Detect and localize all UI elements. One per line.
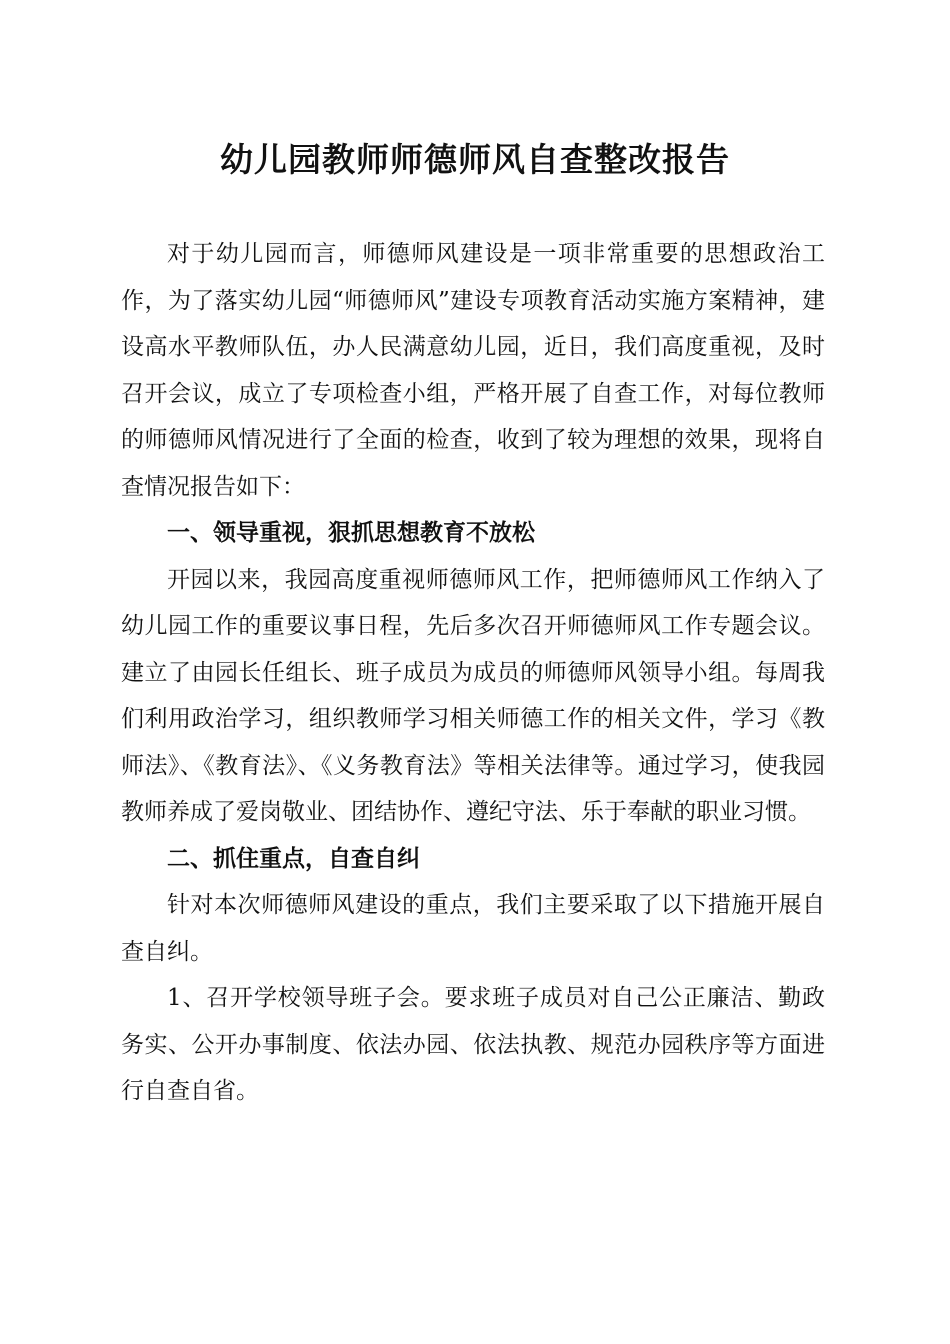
section-2-paragraph: 针对本次师德师风建设的重点，我们主要采取了以下措施开展自查自纠。	[121, 892, 825, 965]
section-1-paragraph: 开园以来，我园高度重视师德师风工作，把师德师风工作纳入了幼儿园工作的重要议事日程，先后多次召开师德师风工作专题会议。建立了由园长任组长、班子成员为成员的师德师风领导小组。每周我们利用政治学习，组织教师学习相关师德工作的相关文件，学习《教师法》、《教育法》、《义务教育法》等相关法律等。通过学习，使我园教师养成了爱岗敬业、团结协作、遵纪守法、乐于奉献的职业习惯。	[121, 566, 825, 825]
intro-paragraph: 对于幼儿园而言，师德师风建设是一项非常重要的思想政治工作，为了落实幼儿园“师德师风”建设专项教育活动实施方案精神，建设高水平教师队伍，办人民满意幼儿园，近日，我们高度重视，及时召开会议，成立了专项检查小组，严格开展了自查工作，对每位教师的师德师风情况进行了全面的检查，收到了较为理想的效果，现将自查情况报告如下：	[121, 241, 825, 500]
document-body	[121, 231, 825, 1115]
section-2-heading: 二、抓住重点，自查自纠	[167, 845, 420, 872]
section-1-heading: 一、领导重视，狠抓思想教育不放松	[167, 520, 535, 546]
document-title: 幼儿园教师师德师风自查整改报告	[220, 140, 730, 179]
section-2-item-1: 1、召开学校领导班子会。要求班子成员对自己公正廉洁、勤政务实、公开办事制度、依法办园、依法执教、规范办园秩序等方面进行自查自省。	[121, 985, 825, 1104]
